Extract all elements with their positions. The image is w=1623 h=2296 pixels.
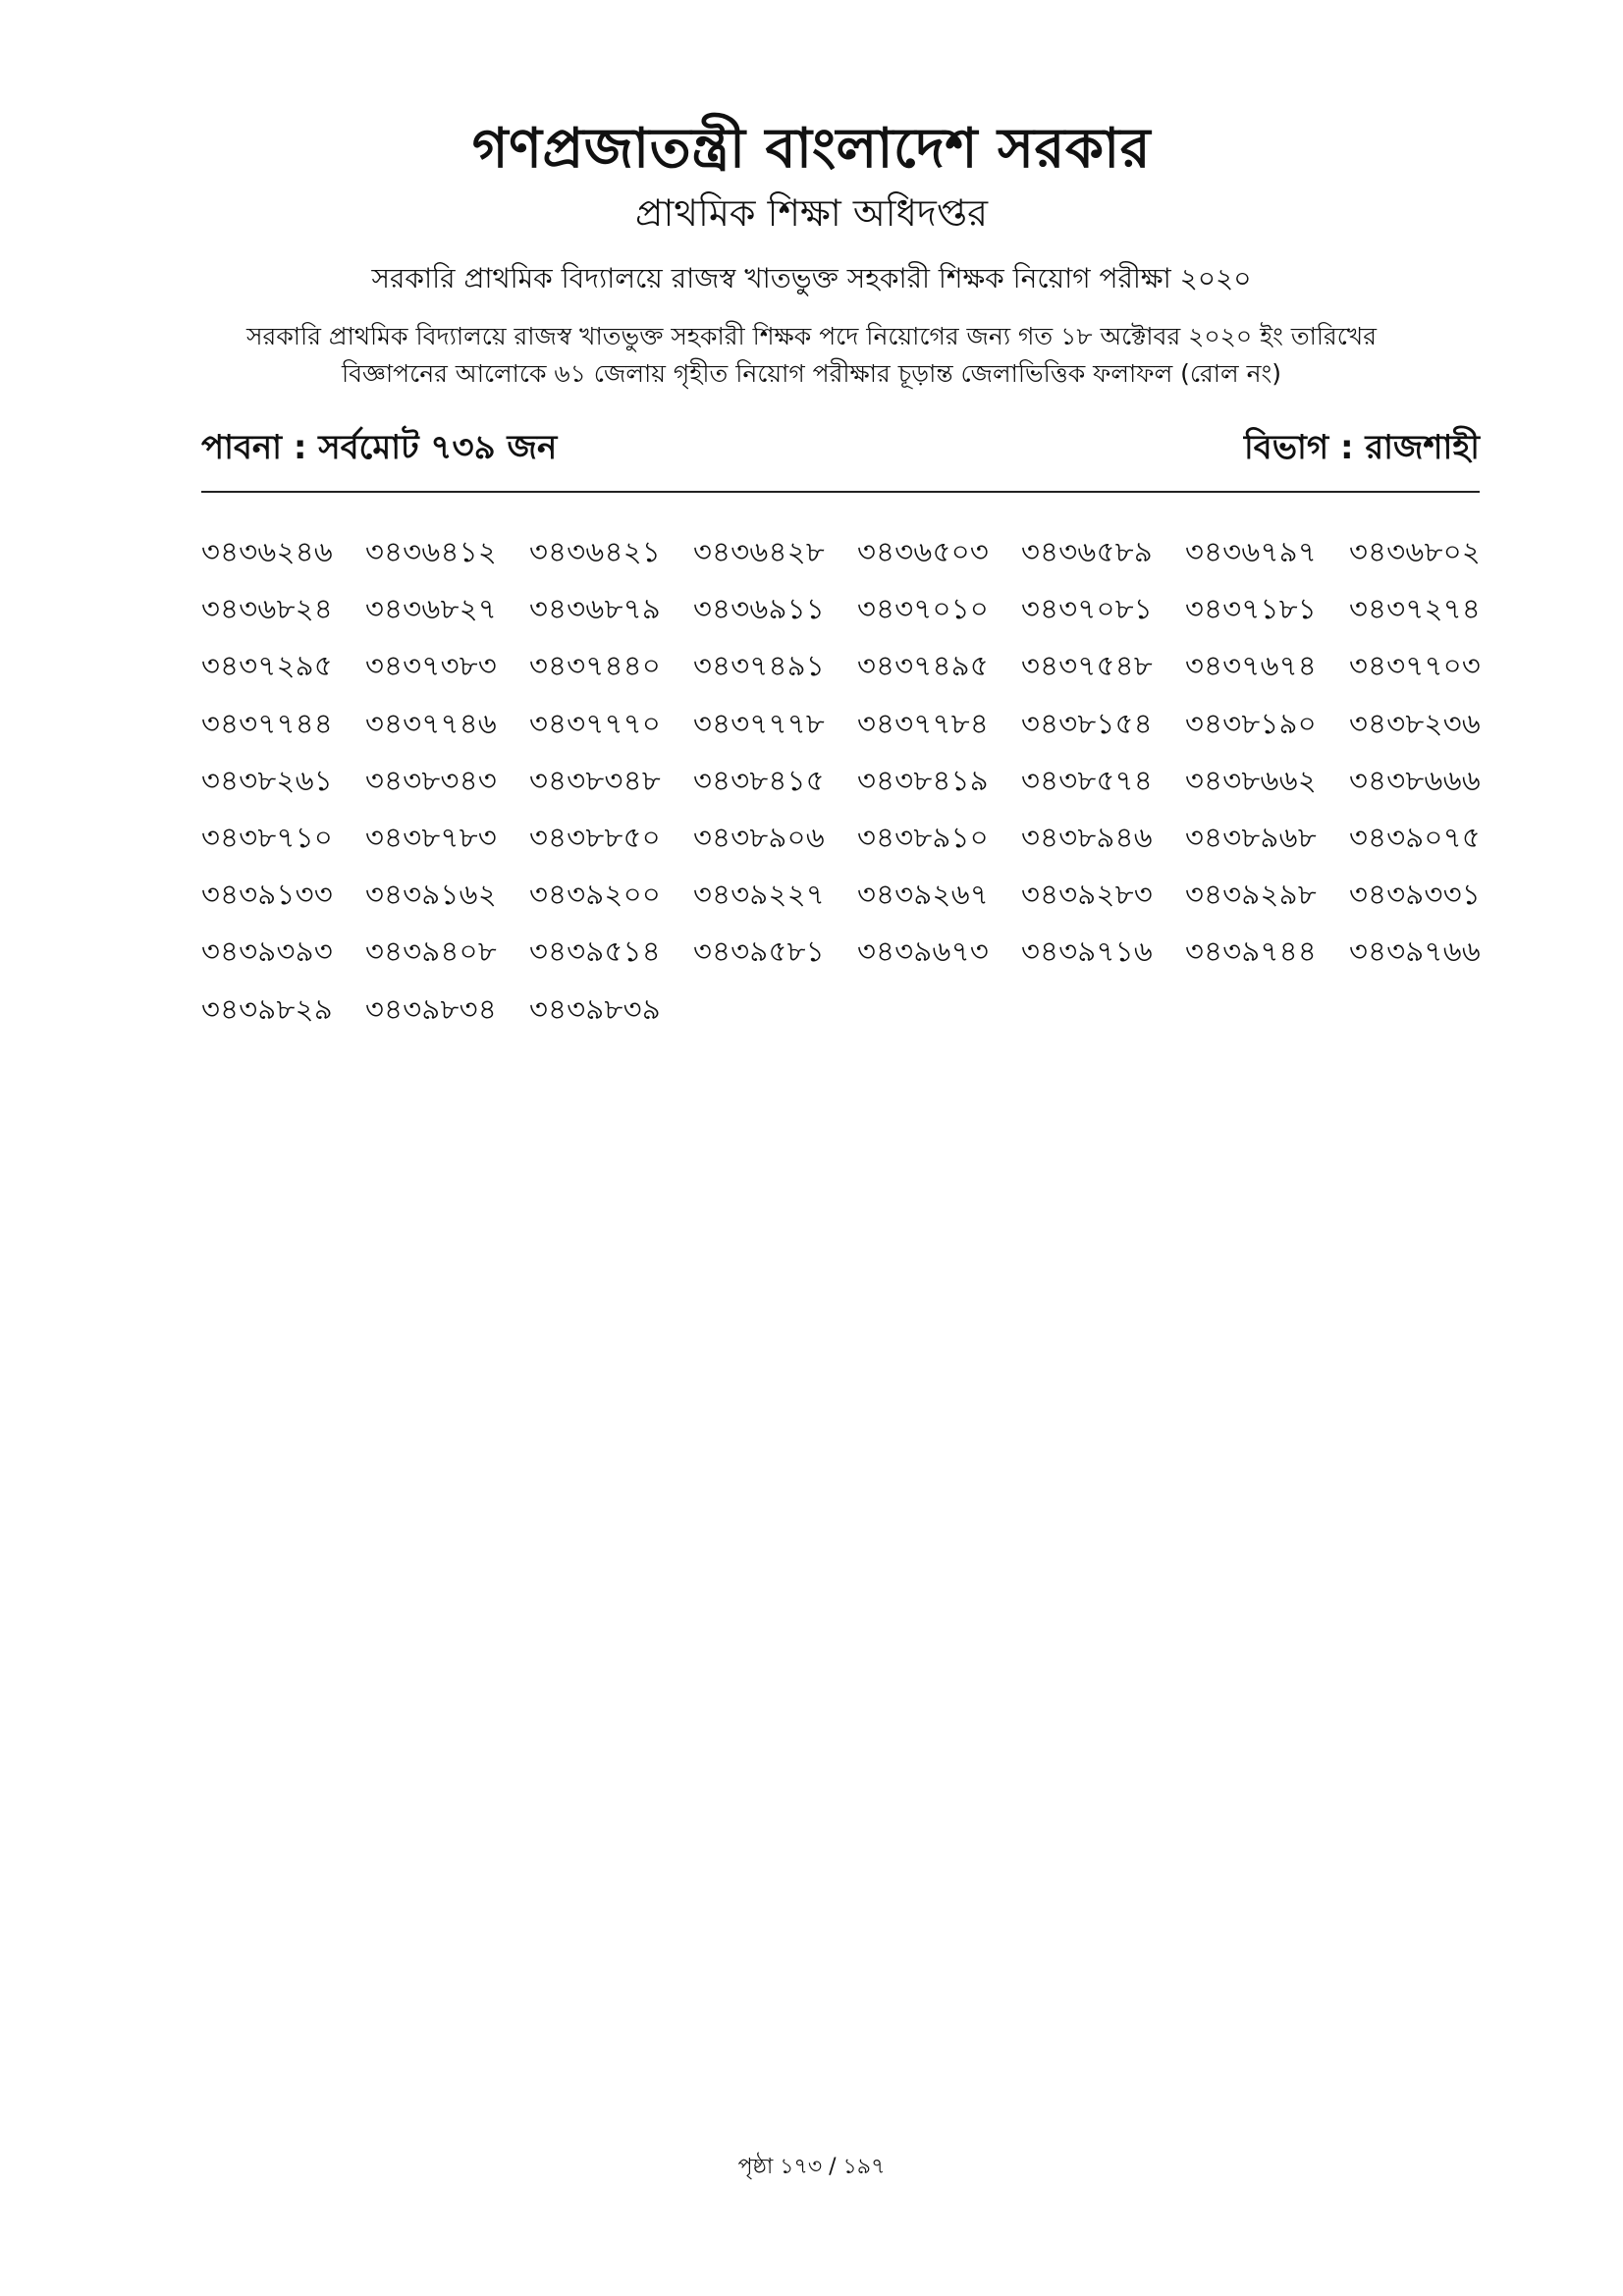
roll-number: ৩৪৩৭১৮১ <box>1185 592 1317 626</box>
department-name: প্রাথমিক শিক্ষা অধিদপ্তর <box>634 191 989 235</box>
roll-number: ৩৪৩৯২৬৭ <box>857 878 990 912</box>
roll-number: ৩৪৩৯১৬২ <box>365 878 497 912</box>
roll-number: ৩৪৩৬৮০২ <box>1349 535 1482 568</box>
roll-number: ৩৪৩৭২৭৪ <box>1349 592 1482 626</box>
roll-number: ৩৪৩৮১৫৪ <box>1021 706 1153 740</box>
roll-number: ৩৪৩৬৮২৪ <box>201 592 333 626</box>
roll-number: ৩৪৩৭৪৯১ <box>693 649 825 683</box>
roll-number: ৩৪৩৮১৯০ <box>1185 706 1317 740</box>
roll-number: ৩৪৩৯২৯৮ <box>1185 878 1317 912</box>
roll-number: ৩৪৩৮৬৬৬ <box>1349 763 1482 797</box>
roll-number: ৩৪৩৭৭৭৮ <box>693 706 826 740</box>
roll-number: ৩৪৩৮৫৭৪ <box>1021 763 1153 797</box>
roll-number: ৩৪৩৯৭৬৬ <box>1349 934 1482 969</box>
roll-number: ৩৪৩৯২৮৩ <box>1021 878 1153 912</box>
roll-number: ৩৪৩৬৪২১ <box>529 535 661 568</box>
roll-number: ৩৪৩৯৮২৯ <box>201 991 333 1026</box>
roll-number: ৩৪৩৬৪১২ <box>365 535 497 568</box>
roll-number: ৩৪৩৯৫১৪ <box>529 934 661 969</box>
roll-number: ৩৪৩৬৭৯৭ <box>1185 535 1318 568</box>
header-divider <box>201 491 1480 493</box>
roll-number: ৩৪৩৯৫৮১ <box>693 934 825 969</box>
roll-number: ৩৪৩৮৮৫০ <box>529 820 661 854</box>
roll-number: ৩৪৩৯৭৪৪ <box>1185 934 1317 969</box>
division-label: বিভাগ : রাজশাহী <box>1244 428 1480 467</box>
roll-number: ৩৪৩৮৭১০ <box>201 820 333 854</box>
roll-number-grid <box>201 530 1517 1044</box>
roll-number: ৩৪৩৬৯১১ <box>693 592 825 626</box>
roll-number: ৩৪৩৭৭৪৬ <box>365 706 498 740</box>
roll-number: ৩৪৩৯৬৭৩ <box>857 934 990 969</box>
roll-number: ৩৪৩৮৪১৯ <box>857 763 989 797</box>
roll-number: ৩৪৩৮৩৪৮ <box>529 763 661 797</box>
roll-number: ৩৪৩৮৯১০ <box>857 820 989 854</box>
exam-title: সরকারি প্রাথমিক বিদ্যালয়ে রাজস্ব খাতভুক্ত সহকারী শিক্ষক নিয়োগ পরীক্ষা ২০২০ <box>371 262 1252 294</box>
roll-number: ৩৪৩৯৩৩১ <box>1349 878 1481 912</box>
roll-number: ৩৪৩৮৯৬৮ <box>1185 820 1317 854</box>
roll-number: ৩৪৩৭৭৭০ <box>529 706 662 740</box>
roll-number: ৩৪৩৯২২৭ <box>693 878 826 912</box>
roll-number: ৩৪৩৯৩৯৩ <box>201 934 333 969</box>
description <box>0 318 1623 393</box>
roll-number: ৩৪৩৯৮৩৯ <box>529 991 661 1026</box>
roll-number: ৩৪৩৭৪৯৫ <box>857 649 989 683</box>
roll-number: ৩৪৩৭২৯৫ <box>201 649 333 683</box>
roll-number: ৩৪৩৯১৩৩ <box>201 878 333 912</box>
roll-number: ৩৪৩৭৪৪০ <box>529 649 661 683</box>
roll-number: ৩৪৩৮৬৬২ <box>1185 763 1318 797</box>
roll-number: ৩৪৩৬৮২৭ <box>365 592 498 626</box>
roll-number: ৩৪৩৯০৭৫ <box>1349 820 1481 854</box>
roll-number: ৩৪৩৭৬৭৪ <box>1185 649 1318 683</box>
roll-number: ৩৪৩৭০১০ <box>857 592 990 626</box>
roll-number: ৩৪৩৬৮৭৯ <box>529 592 661 626</box>
description-line-1: সরকারি প্রাথমিক বিদ্যালয়ে রাজস্ব খাতভুক্ত সহকারী শিক্ষক পদে নিয়োগের জন্য গত ১৮ অক্টোবর ২০২০ ইং তারিখের <box>246 322 1377 350</box>
roll-number: ৩৪৩৯৪০৮ <box>365 934 497 969</box>
roll-number: ৩৪৩৮৯৪৬ <box>1021 820 1153 854</box>
roll-number: ৩৪৩৯৭১৬ <box>1021 934 1153 969</box>
roll-number: ৩৪৩৮৯০৬ <box>693 820 825 854</box>
roll-number: ৩৪৩৯২০০ <box>529 878 662 912</box>
roll-number: ৩৪৩৬২৪৬ <box>201 535 334 568</box>
roll-number: ৩৪৩৮৪১৫ <box>693 763 825 797</box>
page-title: গণপ্রজাতন্ত্রী বাংলাদেশ সরকার <box>471 117 1152 181</box>
roll-number: ৩৪৩৮২৩৬ <box>1349 706 1482 740</box>
roll-number: ৩৪৩৯৮৩৪ <box>365 991 497 1026</box>
roll-number: ৩৪৩৮৭৮৩ <box>365 820 497 854</box>
district-total: পাবনা : সর্বমোট ৭৩৯ জন <box>201 428 558 467</box>
roll-number: ৩৪৩৬৫৮৯ <box>1021 535 1153 568</box>
page-number: পৃষ্ঠা ১৭৩ / ১৯৭ <box>737 2155 886 2179</box>
roll-number: ৩৪৩৭৩৮৩ <box>365 649 498 683</box>
roll-number: ৩৪৩৭০৮১ <box>1021 592 1153 626</box>
roll-number: ৩৪৩৬৫০৩ <box>857 535 990 568</box>
roll-number: ৩৪৩৮২৬১ <box>201 763 333 797</box>
roll-number: ৩৪৩৮৩৪৩ <box>365 763 497 797</box>
roll-number: ৩৪৩৬৪২৮ <box>693 535 825 568</box>
roll-number: ৩৪৩৭৭০৩ <box>1349 649 1482 683</box>
roll-number: ৩৪৩৭৭৮৪ <box>857 706 989 740</box>
roll-number: ৩৪৩৭৭৪৪ <box>201 706 333 740</box>
description-line-2: বিজ্ঞাপনের আলোকে ৬১ জেলায় গৃহীত নিয়োগ পরীক্ষার চূড়ান্ত জেলাভিত্তিক ফলাফল (রোল নং) <box>341 359 1282 388</box>
roll-number: ৩৪৩৭৫৪৮ <box>1021 649 1153 683</box>
